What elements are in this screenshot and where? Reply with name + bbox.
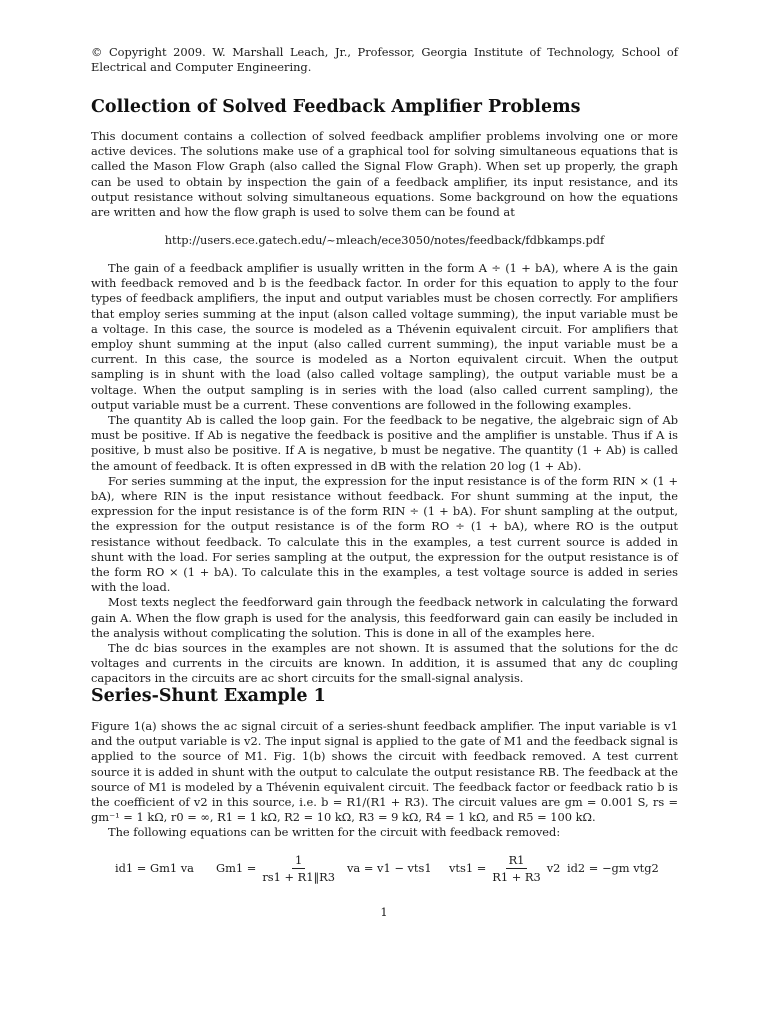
equation-gm1 (216, 848, 341, 888)
equation-id2 (567, 848, 659, 888)
reference-url[interactable]: http://users.ece.gatech.edu/~mleach/ece3050/notes/feedback/fdbkamps.pdf (164, 233, 605, 247)
intro-paragraph: This document contains a collection of solved feedback amplifier problems involving one or more active devices. The solutions make use of a graphical tool for solving simultaneous equations that is called the Mason Flow Graph (also called the Signal Flow Graph). When set up properly, the graph can be used to obtain by inspection the gain of a feedback amplifier, its input resistance, and its output resistance without solving simultaneous equations. Some background on how the equations are written and how the flow graph is used to solve them can be found at (91, 129, 678, 220)
page-number: 1 (380, 905, 388, 919)
paragraph-resistance: For series summing at the input, the expression for the input resistance is of the form RIN × (1 + bA), where RIN is the input resistance without feedback. For shunt summing at the input, the expression for the input resistance is of the form RIN ÷ (1 + bA). For shunt sampling at the output, the expression for the output resistance is of the form RO ÷ (1 + bA), where RO is the output resistance without feedback. To calculate this in the examples, a test current source is added in shunt with the load. For series sampling at the output, the expression for the output resistance is of the form RO × (1 + bA). To calculate this in the examples, a test voltage source is added in series with the load. (91, 473, 678, 595)
equation-vts1-tail: v2 (546, 861, 561, 875)
equation-vts1-numerator: R1 (506, 853, 528, 869)
equation-vts1-lhs: vts1 = (449, 861, 487, 875)
paragraph-feedforward: Most texts neglect the feedforward gain through the feedback network in calculating the forward gain A. When the flow graph is used for the analysis, this feedforward gain can easily be included in the analysis without complicating the solution. This is done in all of the examples here. (91, 595, 678, 640)
equation-gm1-lhs: Gm1 = (216, 861, 257, 875)
section-heading: Series-Shunt Example 1 (91, 686, 326, 706)
example-section (91, 719, 678, 841)
equation-row (91, 848, 678, 888)
paragraph-loop-gain: The quantity Ab is called the loop gain. For the feedback to be negative, the algebraic sign of Ab must be positive. If Ab is negative the feedback is positive and the amplifier is unstable. Thus if A is positive, b must also be positive. If A is negative, b must be negative. The quantity (1 + Ab) is called the amount of feedback. It is often expressed in dB with the relation 20 log (1 + Ab). (91, 413, 678, 473)
example-paragraph: Figure 1(a) shows the ac signal circuit of a series-shunt feedback amplifier. The input variable is v1 and the output variable is v2. The input signal is applied to the gate of M1 and the feedback signal is applied to the source of M1. Fig. 1(b) shows the circuit with feedback removed. A test current source it is added in shunt with the output to calculate the output resistance RB. The feedback at the source of M1 is modeled by a Thévenin equivalent circuit. The feedback factor or feedback ratio b is the coefficient of v2 in this source, i.e. b = R1/(R1 + R3). The circuit values are gm = 0.001 S, rs = gm⁻¹ = 1 kΩ, r0 = ∞, R1 = 1 kΩ, R2 = 10 kΩ, R3 = 9 kΩ, R4 = 1 kΩ, and R5 = 100 kΩ. (91, 719, 678, 825)
paragraph-gain: The gain of a feedback amplifier is usually written in the form A ÷ (1 + bA), where A is the gain with feedback removed and b is the feedback factor. In order for this equation to apply to the four types of feedback amplifiers, the input and output variables must be chosen correctly. For amplifiers that employ series summing at the input (alson called voltage summing), the input variable must be a voltage. In this case, the source is modeled as a Thévenin equivalent circuit. For amplifiers that employ shunt summing at the input (also called current summing), the input variable must be a current. In this case, the source is modeled as a Norton equivalent circuit. When the output sampling is in shunt with the load (also called voltage sampling), the output variable must be a voltage. When the output sampling is in series with the load (also called current sampling), the output variable must be a current. These conventions are followed in the following examples. (91, 261, 678, 412)
paragraph-dc-bias: The dc bias sources in the examples are not shown. It is assumed that the solutions for the dc voltages and currents in the circuits are known. In addition, it is assumed that any dc coupling capacitors in the circuits are ac short circuits for the small-signal analysis. (91, 641, 678, 686)
equation-gm1-fraction (259, 853, 338, 884)
equation-gm1-denominator: rs1 + R1‖R3 (262, 869, 335, 884)
equation-va-text: va = v1 − vts1 (347, 861, 432, 875)
equation-id2-text: id2 = −gm vtg2 (567, 861, 659, 875)
equation-vts1 (449, 848, 560, 888)
equation-va (347, 848, 432, 888)
copyright-notice: © Copyright 2009. W. Marshall Leach, Jr., Professor, Georgia Institute of Technology, School of Electrical and Computer Engineering. (91, 45, 678, 75)
example-equations-intro: The following equations can be written for the circuit with feedback removed: (108, 825, 561, 840)
body-section (91, 261, 678, 687)
equation-id1-text: id1 = Gm1 va (115, 861, 194, 875)
equation-gm1-numerator: 1 (292, 853, 305, 869)
equation-vts1-fraction (489, 853, 543, 884)
equation-vts1-denominator: R1 + R3 (492, 869, 541, 884)
equation-id1 (115, 848, 194, 888)
document-title: Collection of Solved Feedback Amplifier Problems (91, 97, 581, 117)
